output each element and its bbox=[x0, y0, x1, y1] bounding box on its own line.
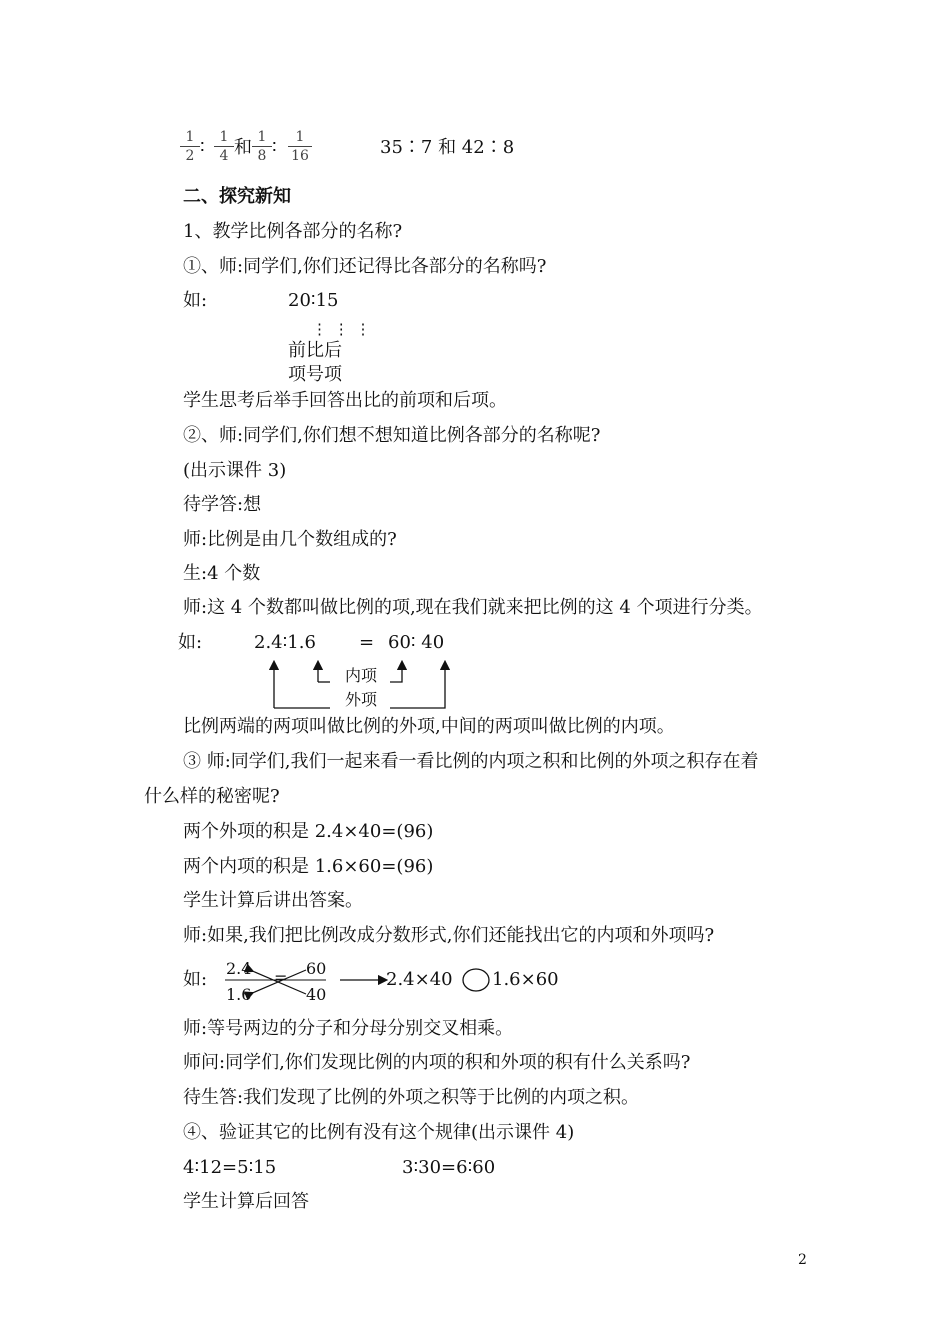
explanation-1: 比例两端的两项叫做比例的外项,中间的两项叫做比例的内项。 bbox=[183, 716, 675, 737]
answer-1: 学生思考后举手回答出比的前项和后项。 bbox=[183, 390, 507, 411]
colon: ∶ bbox=[200, 137, 205, 158]
teacher-question: 师:比例是由几个数组成的? bbox=[183, 529, 397, 550]
fraction-numerator-left: 2.4 bbox=[226, 959, 252, 978]
example-1-names-line1: 前比后 bbox=[288, 340, 342, 361]
denominator: 4 bbox=[219, 148, 229, 164]
question-1: ①、师:同学们,你们还记得比各部分的名称吗? bbox=[183, 256, 547, 277]
question-3-line1: ③ 师:同学们,我们一起来看一看比例的内项之积和比例的外项之积存在着 bbox=[183, 751, 759, 772]
student-answer-2: 生:4 个数 bbox=[183, 563, 261, 584]
verify-ratio-a: 4∶12=5∶15 bbox=[183, 1157, 277, 1178]
show-courseware-3: (出示课件 3) bbox=[183, 460, 287, 481]
page-number: 2 bbox=[798, 1252, 807, 1268]
numerator: 1 bbox=[185, 129, 195, 145]
and-word: 和 bbox=[234, 137, 252, 158]
comparison-circle bbox=[463, 969, 489, 991]
example-2-equals: = bbox=[359, 632, 375, 653]
question-3-line2: 什么样的秘密呢? bbox=[144, 786, 280, 807]
calc-outer-product: 两个外项的积是 2.4×40=(96) bbox=[183, 821, 434, 842]
outer-terms-label: 外项 bbox=[345, 690, 378, 709]
outer-arrow-right bbox=[390, 665, 445, 708]
fraction-equals: = bbox=[274, 968, 288, 987]
fraction-denominator-right: 40 bbox=[306, 985, 327, 1004]
question-2: ②、师:同学们,你们想不想知道比例各部分的名称呢? bbox=[183, 425, 601, 446]
question-5: ④、验证其它的比例有没有这个规律(出示课件 4) bbox=[183, 1122, 575, 1143]
example-2-label: 如: bbox=[178, 632, 203, 653]
student-answer-1: 待学答:想 bbox=[183, 494, 262, 515]
numerator: 1 bbox=[257, 129, 267, 145]
student-answer-3: 待生答:我们发现了比例的外项之积等于比例的内项之积。 bbox=[183, 1087, 640, 1108]
example-1-names-line2: 项号项 bbox=[288, 364, 342, 385]
question-4: 师:如果,我们把比例改成分数形式,你们还能找出它的内项和外项吗? bbox=[183, 925, 715, 946]
section-heading: 二、探究新知 bbox=[183, 186, 291, 207]
calc-inner-product: 两个内项的积是 1.6×60=(96) bbox=[183, 856, 434, 877]
denominator: 8 bbox=[257, 148, 267, 164]
teacher-statement: 师:这 4 个数都叫做比例的项,现在我们就来把比例的这 4 个项进行分类。 bbox=[183, 597, 763, 618]
fraction-denominator-left: 1.6 bbox=[226, 985, 252, 1004]
answer-3: 学生计算后回答 bbox=[183, 1191, 309, 1212]
product-inner: 1.6×60 bbox=[492, 969, 559, 990]
denominator: 16 bbox=[291, 148, 309, 164]
example-2-right-ratio: 60∶ 40 bbox=[388, 632, 445, 653]
verify-ratio-b: 3∶30=6∶60 bbox=[402, 1157, 496, 1178]
example-2-left-ratio: 2.4∶1.6 bbox=[254, 632, 316, 653]
fraction-numerator-right: 60 bbox=[306, 959, 327, 978]
numerator: 1 bbox=[295, 129, 305, 145]
numerator: 1 bbox=[219, 129, 229, 145]
denominator: 2 bbox=[185, 148, 195, 164]
example-1-dots: ⋮ ⋮ ⋮ bbox=[312, 320, 372, 338]
example-3-label: 如: bbox=[183, 969, 208, 990]
colon: ∶ bbox=[272, 137, 277, 158]
example-1-ratio: 20∶15 bbox=[288, 290, 339, 311]
ratio-pair-2: 35∶7 和 42∶8 bbox=[380, 137, 515, 158]
answer-2: 学生计算后讲出答案。 bbox=[183, 890, 363, 911]
inner-arrow-right bbox=[390, 665, 402, 682]
teacher-question-2: 师问:同学们,你们发现比例的内项的积和外项的积有什么关系吗? bbox=[183, 1052, 691, 1073]
teacher-statement-2: 师:等号两边的分子和分母分别交叉相乘。 bbox=[183, 1018, 514, 1039]
item-1: 1、教学比例各部分的名称? bbox=[183, 221, 403, 242]
inner-terms-label: 内项 bbox=[345, 666, 378, 685]
example-1-label: 如: bbox=[183, 290, 208, 311]
product-outer: 2.4×40 bbox=[386, 969, 453, 990]
